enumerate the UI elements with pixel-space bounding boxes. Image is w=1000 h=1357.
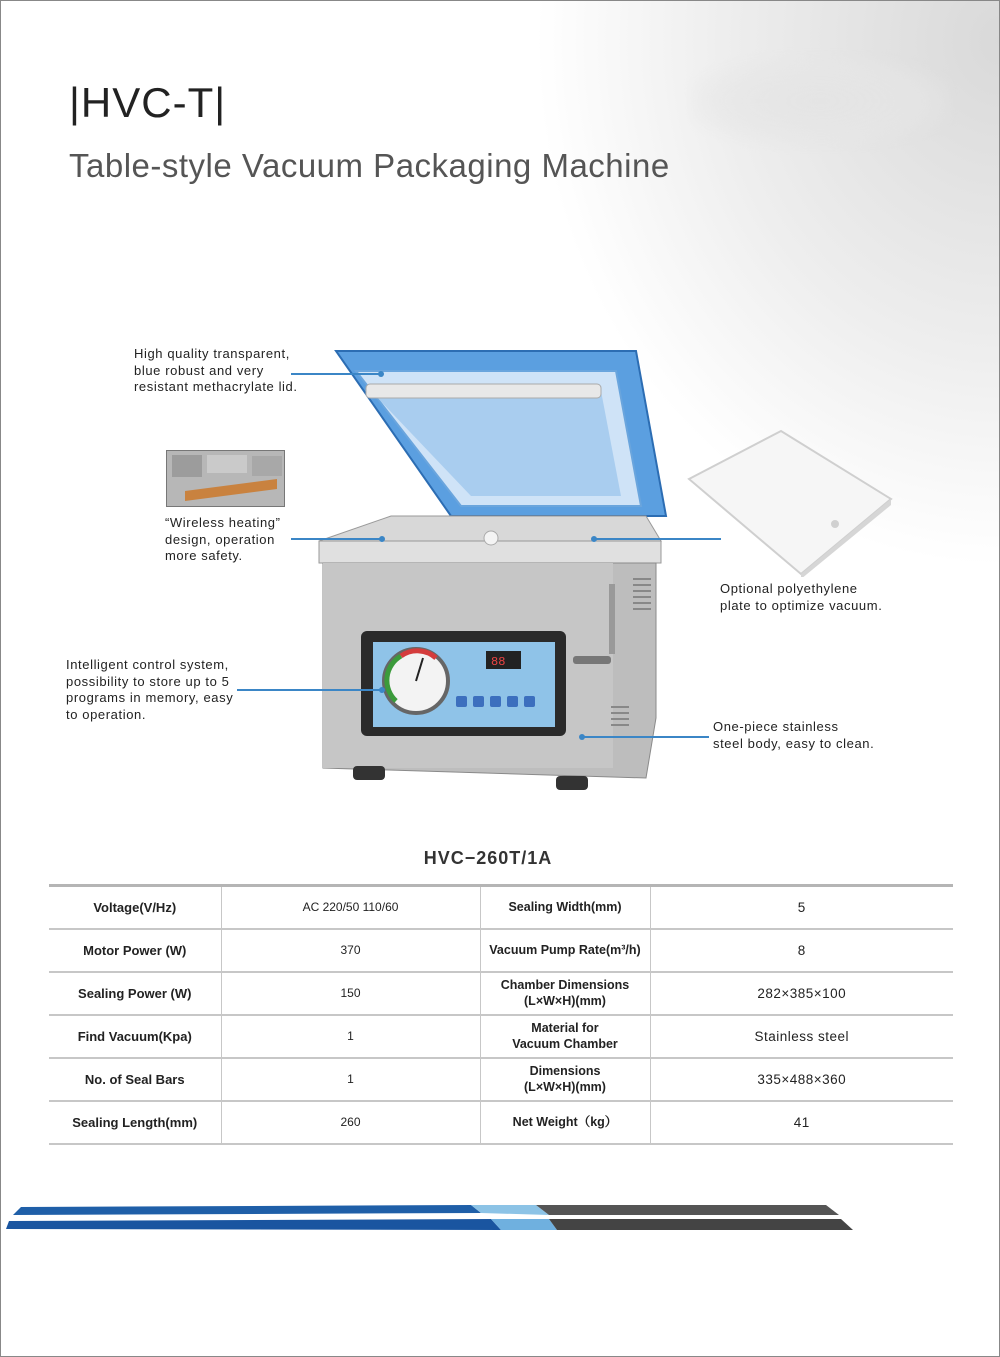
callout-plate bbox=[720, 581, 882, 614]
callout-control-line: programs in memory, easy bbox=[66, 690, 234, 705]
callout-body bbox=[713, 719, 874, 752]
callout-control-line: to operation. bbox=[66, 706, 147, 722]
spec-value: 1 bbox=[221, 1015, 480, 1058]
spec-label: Find Vacuum(Kpa) bbox=[49, 1015, 221, 1058]
spec-value: 335×488×360 bbox=[650, 1058, 953, 1101]
spec-table bbox=[49, 884, 953, 1145]
callout-control-line: possibility to store up to 5 bbox=[66, 673, 230, 689]
spec-row bbox=[49, 972, 953, 1015]
callout-body-line: steel body, easy to clean. bbox=[713, 735, 875, 751]
spec-label: No. of Seal Bars bbox=[49, 1058, 221, 1101]
callout-lid-leader bbox=[291, 373, 381, 375]
callout-heating-line: more safety. bbox=[165, 548, 243, 563]
spec-row bbox=[49, 1015, 953, 1058]
spec-value: 260 bbox=[221, 1101, 480, 1144]
callout-control-dot bbox=[379, 687, 385, 693]
heating-bar-photo bbox=[166, 450, 285, 507]
callout-plate-leader bbox=[595, 538, 721, 540]
spec-value: Stainless steel bbox=[650, 1015, 953, 1058]
spec-label: Chamber Dimensions (L×W×H)(mm) bbox=[480, 972, 650, 1015]
spec-label: Dimensions (L×W×H)(mm) bbox=[480, 1058, 650, 1101]
spec-row bbox=[49, 929, 953, 972]
callout-lid-line: resistant methacrylate lid. bbox=[134, 379, 298, 394]
spec-label: Sealing Power (W) bbox=[49, 972, 221, 1015]
spec-row bbox=[49, 1058, 953, 1101]
spec-value: 8 bbox=[650, 929, 953, 972]
callout-plate-dot bbox=[591, 536, 597, 542]
spec-value: AC 220/50 110/60 bbox=[221, 886, 480, 929]
callout-heating-line: design, operation bbox=[165, 531, 275, 547]
callout-plate-line: plate to optimize vacuum. bbox=[720, 597, 883, 613]
spec-label: Sealing Length(mm) bbox=[49, 1101, 221, 1144]
spec-label: Sealing Width(mm) bbox=[480, 886, 650, 929]
callout-body-dot bbox=[579, 734, 585, 740]
callout-control-leader bbox=[237, 689, 383, 691]
spec-value: 150 bbox=[221, 972, 480, 1015]
spec-label: Motor Power (W) bbox=[49, 929, 221, 972]
spec-label: Voltage(V/Hz) bbox=[49, 886, 221, 929]
spec-value: 1 bbox=[221, 1058, 480, 1101]
blurred-logo bbox=[691, 56, 951, 146]
callout-heating-dot bbox=[379, 536, 385, 542]
spec-row bbox=[49, 886, 953, 929]
spec-value: 5 bbox=[650, 886, 953, 929]
callout-control bbox=[66, 657, 233, 723]
callout-body-line: One-piece stainless bbox=[713, 719, 839, 734]
callout-control-line: Intelligent control system, bbox=[66, 657, 229, 672]
callout-plate-line: Optional polyethylene bbox=[720, 581, 858, 596]
callout-heating-line: “Wireless heating” bbox=[165, 515, 281, 530]
callout-lid-line: High quality transparent, bbox=[134, 346, 290, 361]
vacuum-machine-image bbox=[301, 346, 671, 796]
spec-label: Vacuum Pump Rate(m³/h) bbox=[480, 929, 650, 972]
product-code: |HVC-T| bbox=[69, 79, 227, 126]
spec-label: Net Weight（kg） bbox=[480, 1101, 650, 1144]
callout-heating-leader bbox=[291, 538, 383, 540]
callout-body-leader bbox=[583, 736, 709, 738]
spec-row bbox=[49, 1101, 953, 1144]
callout-lid bbox=[134, 346, 298, 396]
spec-value: 370 bbox=[221, 929, 480, 972]
spec-value: 41 bbox=[650, 1101, 953, 1144]
model-heading bbox=[1, 848, 1000, 869]
spec-label: Material for Vacuum Chamber bbox=[480, 1015, 650, 1058]
polyethylene-plate-image bbox=[685, 429, 893, 577]
svg-text:88: 88 bbox=[491, 655, 506, 669]
model-number: HVC−260T/1A bbox=[423, 848, 553, 868]
callout-heating bbox=[165, 515, 281, 565]
callout-lid-line: blue robust and very bbox=[134, 362, 264, 378]
callout-lid-dot bbox=[378, 371, 384, 377]
product-subtitle: Table-style Vacuum Packaging Machine bbox=[69, 147, 670, 184]
footer-stripes bbox=[1, 1199, 1000, 1239]
spec-value: 282×385×100 bbox=[650, 972, 953, 1015]
